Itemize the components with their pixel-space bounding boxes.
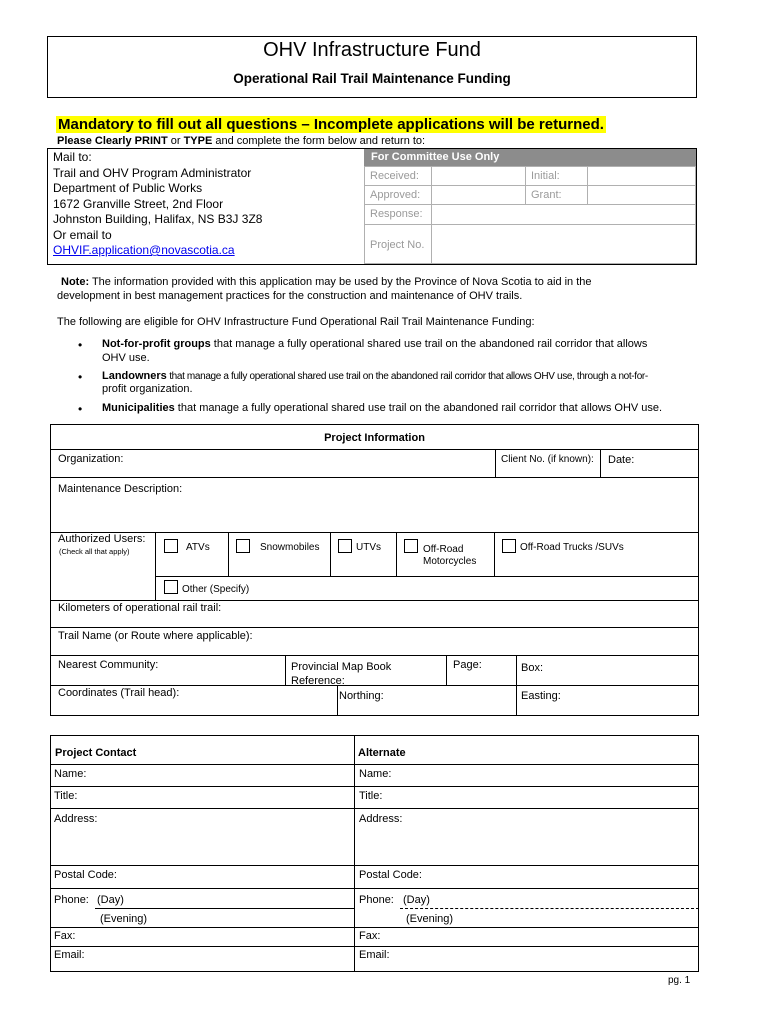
map-book-label: Provincial Map Book xyxy=(291,661,392,673)
contact-name-label: Name: xyxy=(54,768,87,780)
northing-label: Northing: xyxy=(339,690,384,702)
project-no-label: Project No. xyxy=(370,239,425,251)
page-label: Page: xyxy=(453,659,482,671)
mail-to-line: Trail and OHV Program Administrator xyxy=(53,166,252,180)
alternate-phone-day-label: (Day) xyxy=(403,894,430,906)
alternate-email-label: Email: xyxy=(359,949,390,961)
note-label: Note: xyxy=(61,276,90,288)
contact-title-label: Title: xyxy=(54,790,78,802)
initial-label: Initial: xyxy=(531,170,560,182)
contact-phone-label: Phone: xyxy=(54,894,89,906)
alternate-phone-label: Phone: xyxy=(359,894,394,906)
offroad-motorcycles-label: Off-Road xyxy=(423,544,464,555)
contact-phone-evening-label: (Evening) xyxy=(100,913,148,925)
contact-fax-label: Fax: xyxy=(54,930,76,942)
eligible-item-3 xyxy=(102,402,662,414)
eligible-item-2-cont: profit organization. xyxy=(102,383,193,395)
email-link[interactable]: OHVIF.application@novascotia.ca xyxy=(53,243,235,257)
trail-name-label: Trail Name (or Route where applicable): xyxy=(58,630,253,642)
other-label: Other (Specify) xyxy=(182,584,250,595)
page-number: pg. 1 xyxy=(668,975,691,986)
alternate-postal-label: Postal Code: xyxy=(359,869,422,881)
maintenance-label: Maintenance Description: xyxy=(58,483,183,495)
instructions-suffix: and complete the form below and return to: xyxy=(212,135,426,147)
offroad-motorcycles-checkbox[interactable] xyxy=(404,539,418,553)
alternate-title-label: Title: xyxy=(359,790,383,802)
easting-label: Easting: xyxy=(521,690,561,702)
snowmobiles-checkbox[interactable] xyxy=(236,539,250,553)
date-label: Date: xyxy=(608,454,635,466)
offroad-trucks-checkbox[interactable] xyxy=(502,539,516,553)
eligible-item-2 xyxy=(102,370,648,382)
alternate-header: Alternate xyxy=(358,747,406,759)
organization-label: Organization: xyxy=(58,453,124,465)
contact-address-label: Address: xyxy=(54,813,98,825)
eligible-bold: Municipalities xyxy=(102,402,175,414)
check-all-note: (Check all that apply) xyxy=(59,547,130,556)
mail-to-label: Mail to: xyxy=(53,150,92,164)
eligible-intro: The following are eligible for OHV Infrastructure Fund Operational Rail Trail Maintenance Funding: xyxy=(57,316,535,328)
atvs-label: ATVs xyxy=(186,542,210,553)
eligible-bold: Landowners xyxy=(102,370,167,382)
note-line2: development in best management practices for the construction and maintenance of OHV trails. xyxy=(57,290,523,302)
eligible-text: that manage a fully operational shared use trail on the abandoned rail corridor that allows xyxy=(210,338,648,350)
coordinates-label: Coordinates (Trail head): xyxy=(58,687,180,699)
nearest-community-label: Nearest Community: xyxy=(58,659,159,671)
snowmobiles-label: Snowmobiles xyxy=(260,542,320,553)
note-text-1: The information provided with this application may be used by the Province of Nova Scotia to aid in the xyxy=(89,276,592,288)
eligible-bold: Not-for-profit groups xyxy=(102,338,211,350)
box-label: Box: xyxy=(521,662,544,674)
instructions xyxy=(57,135,425,147)
contact-phone-day-label: (Day) xyxy=(97,894,124,906)
eligible-text: that manage a fully operational shared use trail on the abandoned rail corridor that allows OHV use. xyxy=(174,402,663,414)
bullet-icon: • xyxy=(78,338,83,352)
committee-header-label: For Committee Use Only xyxy=(371,151,500,163)
client-no-label: Client No. (if known): xyxy=(501,454,594,465)
atvs-checkbox[interactable] xyxy=(164,539,178,553)
other-checkbox[interactable] xyxy=(164,580,178,594)
project-contact-header: Project Contact xyxy=(55,747,137,759)
authorized-users-label: Authorized Users: xyxy=(58,533,146,545)
alternate-phone-evening-label: (Evening) xyxy=(406,913,454,925)
instructions-prefix: Please Clearly xyxy=(57,135,135,147)
contact-postal-label: Postal Code: xyxy=(54,869,117,881)
alternate-address-label: Address: xyxy=(359,813,403,825)
approved-label: Approved: xyxy=(370,189,421,201)
alternate-fax-label: Fax: xyxy=(359,930,381,942)
instructions-type: TYPE xyxy=(183,135,213,147)
kilometers-label: Kilometers of operational rail trail: xyxy=(58,602,222,614)
grant-label: Grant: xyxy=(531,189,562,201)
utvs-checkbox[interactable] xyxy=(338,539,352,553)
note-line1 xyxy=(61,276,592,288)
mandatory-notice: Mandatory to fill out all questions – Incomplete applications will be returned. xyxy=(58,116,604,133)
instructions-or: or xyxy=(167,135,184,147)
eligible-item-1-cont: OHV use. xyxy=(102,352,150,364)
instructions-print: PRINT xyxy=(134,135,168,147)
eligible-text: that manage a fully operational shared use trail on the abandoned rail corridor that allows OHV use, through a not-for- xyxy=(166,371,648,382)
form-subtitle: Operational Rail Trail Maintenance Funding xyxy=(233,71,511,86)
offroad-motorcycles-label-2: Motorcycles xyxy=(423,556,477,567)
mail-to-line: Or email to xyxy=(53,228,112,242)
eligible-item-1 xyxy=(102,338,647,350)
offroad-trucks-label: Off-Road Trucks /SUVs xyxy=(520,542,624,553)
received-label: Received: xyxy=(370,170,419,182)
mail-to-line: 1672 Granville Street, 2nd Floor xyxy=(53,197,224,211)
bullet-icon: • xyxy=(78,402,83,416)
utvs-label: UTVs xyxy=(356,542,381,553)
mail-to-line: Johnston Building, Halifax, NS B3J 3Z8 xyxy=(53,212,263,226)
contact-email-label: Email: xyxy=(54,949,85,961)
mail-to-line: Department of Public Works xyxy=(53,181,203,195)
bullet-icon: • xyxy=(78,370,83,384)
project-info-header: Project Information xyxy=(324,432,425,444)
map-book-label-2: Reference: xyxy=(291,675,345,687)
alternate-name-label: Name: xyxy=(359,768,392,780)
response-label: Response: xyxy=(370,208,423,220)
form-title: OHV Infrastructure Fund xyxy=(263,39,481,61)
